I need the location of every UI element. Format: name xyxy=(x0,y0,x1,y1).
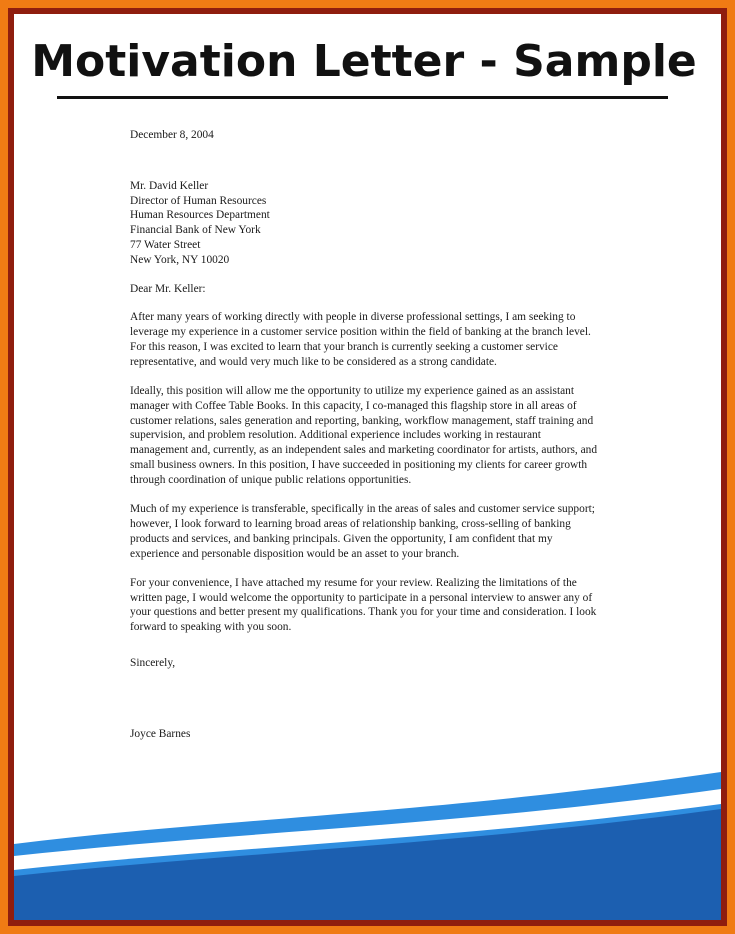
body-paragraph: For your convenience, I have attached my resume for your review. Realizing the limitations of the written page, I would welcome the opportunity to participate in a personal interview to answer any of your questions and better present my qualifications. Thank you for your time and consideration. I look forward to speaking with you soon. xyxy=(130,576,597,634)
address-line: Financial Bank of New York xyxy=(130,224,261,237)
page-title: Motivation Letter - Sample xyxy=(31,36,697,87)
letter-date: December 8, 2004 xyxy=(130,129,214,141)
body-paragraph: Much of my experience is transferable, specifically in the areas of sales and customer service support; however, I look forward to learning broad areas of relationship banking, cross-selling of banking products and services, and banking principals. Given the opportunity, I am confident that my experience and personable disposition would be an asset to your branch. xyxy=(130,503,595,560)
letter-page xyxy=(14,14,721,920)
address-line: Human Resources Department xyxy=(130,209,270,222)
address-line: 77 Water Street xyxy=(130,238,201,251)
body-paragraph: Ideally, this position will allow me the opportunity to utilize my experience gained as an assistant manager with Coffee Table Books. In this capacity, I co-managed this flagship store in all areas of customer relations, sales generation and reporting, banking, workflow management, staff training and supervision, and problem resolution. Additional experience includes working in restaurant management and, currently, as an independent sales and marketing coordinator for artists, authors, and small business owners. In this position, I have succeeded in positioning my clients for career growth through coordination of unique public relations opportunities. xyxy=(130,385,598,486)
address-line: Mr. David Keller xyxy=(130,179,209,192)
salutation: Dear Mr. Keller: xyxy=(130,282,206,295)
address-line: Director of Human Resources xyxy=(130,194,267,207)
letter-body xyxy=(130,128,600,742)
recipient-address xyxy=(130,179,600,268)
address-line: New York, NY 10020 xyxy=(130,253,230,266)
title-underline xyxy=(57,96,668,99)
body-paragraph: After many years of working directly with people in diverse professional settings, I am seeking to leverage my experience in a customer service position within the field of banking at the branch level. For this reason, I was excited to learn that your branch is currently seeking a customer service representative, and would very much like to be considered as a strong candidate. xyxy=(130,311,591,368)
signature-name: Joyce Barnes xyxy=(130,727,191,740)
closing: Sincerely, xyxy=(130,657,176,670)
